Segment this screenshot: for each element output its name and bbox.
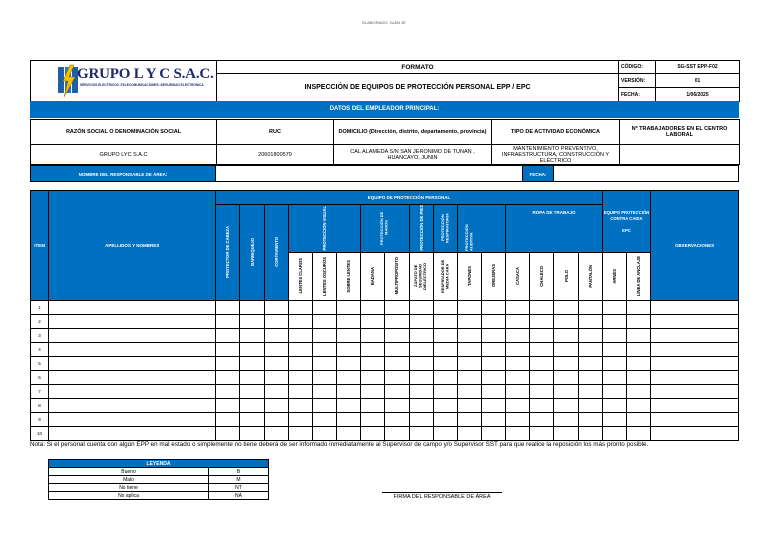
check-cell[interactable] — [578, 329, 602, 343]
check-cell[interactable] — [482, 315, 506, 329]
check-cell[interactable] — [530, 357, 554, 371]
company-name: GRUPO L Y C S.A.C. — [77, 66, 214, 82]
company-tagline: SERVICIOS ELECTRICOS •TELECOMUNICACIONES •SEGURIDAD ELECTRONICA — [80, 83, 204, 87]
check-cell[interactable] — [216, 301, 240, 315]
check-cell[interactable] — [626, 315, 650, 329]
table-row — [31, 315, 739, 329]
check-cell[interactable] — [578, 371, 602, 385]
check-cell[interactable] — [409, 413, 433, 427]
check-cell[interactable] — [626, 385, 650, 399]
check-cell[interactable] — [361, 427, 385, 441]
check-cell[interactable] — [530, 385, 554, 399]
check-cell[interactable] — [264, 413, 288, 427]
check-cell[interactable] — [457, 413, 481, 427]
employer-table — [30, 119, 740, 165]
check-cell[interactable] — [554, 315, 578, 329]
check-cell[interactable] — [216, 343, 240, 357]
check-cell[interactable] — [288, 357, 312, 371]
check-cell[interactable] — [457, 329, 481, 343]
check-cell[interactable] — [626, 301, 650, 315]
name-cell[interactable] — [49, 371, 216, 385]
check-cell[interactable] — [409, 357, 433, 371]
check-cell[interactable] — [482, 371, 506, 385]
table-row — [31, 357, 739, 371]
check-cell[interactable] — [361, 399, 385, 413]
check-cell[interactable] — [578, 301, 602, 315]
check-cell[interactable] — [337, 371, 361, 385]
group-ropa-trabajo: ROPA DE TRABAJO — [532, 210, 576, 215]
check-cell[interactable] — [288, 427, 312, 441]
company-logo — [55, 64, 214, 98]
row-number: 3 — [31, 329, 49, 343]
check-cell[interactable] — [626, 427, 650, 441]
observation-cell[interactable] — [651, 371, 739, 385]
check-cell[interactable] — [312, 357, 336, 371]
check-cell[interactable] — [385, 399, 409, 413]
legend-code: B — [209, 468, 269, 476]
name-cell[interactable] — [49, 301, 216, 315]
legend-label: Bueno — [49, 468, 209, 476]
group-proteccion-respiratoria: PROTECCIÓN RESPIRATORIA — [439, 213, 450, 243]
group-proteccion-visual: PROTECCIÓN VISUAL — [322, 205, 327, 251]
col-chaleco: CHALECO — [539, 265, 545, 287]
check-cell[interactable] — [264, 427, 288, 441]
check-cell[interactable] — [264, 315, 288, 329]
ruc-value[interactable]: 20601800579 — [217, 145, 334, 165]
legend-label: No tiene — [49, 484, 209, 492]
check-cell[interactable] — [337, 343, 361, 357]
observations-header: OBSERVACIONES — [651, 191, 739, 301]
observation-cell[interactable] — [651, 399, 739, 413]
check-cell[interactable] — [409, 371, 433, 385]
check-cell[interactable] — [578, 413, 602, 427]
epc-group-header: EQUIPO PROTECCIÓN CONTRA CAIDA EPC — [602, 191, 650, 253]
check-cell[interactable] — [433, 357, 457, 371]
check-cell[interactable] — [602, 399, 626, 413]
check-cell[interactable] — [240, 385, 264, 399]
row-number: 4 — [31, 343, 49, 357]
domicilio-header: DOMICILIO (Dirección, distrito, departamento, provincia) — [334, 120, 492, 145]
check-cell[interactable] — [530, 329, 554, 343]
check-cell[interactable] — [264, 301, 288, 315]
item-header: ITEM — [31, 191, 49, 301]
row-number: 5 — [31, 357, 49, 371]
legend-table — [48, 459, 269, 500]
check-cell[interactable] — [457, 427, 481, 441]
table-row — [31, 329, 739, 343]
fecha-field[interactable] — [554, 165, 739, 182]
check-cell[interactable] — [506, 329, 530, 343]
check-cell[interactable] — [312, 399, 336, 413]
check-cell[interactable] — [264, 343, 288, 357]
check-cell[interactable] — [240, 427, 264, 441]
check-cell[interactable] — [433, 371, 457, 385]
check-cell[interactable] — [578, 427, 602, 441]
check-cell[interactable] — [385, 413, 409, 427]
col-orejeras: OREJERAS — [491, 264, 497, 288]
check-cell[interactable] — [240, 315, 264, 329]
name-cell[interactable] — [49, 357, 216, 371]
check-cell[interactable] — [240, 357, 264, 371]
check-cell[interactable] — [506, 427, 530, 441]
check-cell[interactable] — [288, 315, 312, 329]
check-cell[interactable] — [506, 315, 530, 329]
check-cell[interactable] — [554, 329, 578, 343]
table-row — [31, 301, 739, 315]
table-row — [31, 385, 739, 399]
check-cell[interactable] — [409, 329, 433, 343]
check-cell[interactable] — [602, 315, 626, 329]
check-cell[interactable] — [506, 301, 530, 315]
check-cell[interactable] — [530, 413, 554, 427]
trabajadores-value[interactable] — [620, 145, 740, 165]
check-cell[interactable] — [337, 357, 361, 371]
check-cell[interactable] — [457, 343, 481, 357]
col-polo: POLO — [563, 270, 569, 282]
check-cell[interactable] — [530, 371, 554, 385]
check-cell[interactable] — [337, 385, 361, 399]
check-cell[interactable] — [482, 399, 506, 413]
check-cell[interactable] — [361, 343, 385, 357]
table-row — [31, 413, 739, 427]
check-cell[interactable] — [385, 343, 409, 357]
check-cell[interactable] — [433, 315, 457, 329]
check-cell[interactable] — [337, 315, 361, 329]
observation-cell[interactable] — [651, 315, 739, 329]
check-cell[interactable] — [626, 371, 650, 385]
table-row — [31, 343, 739, 357]
note-text: Nota: Si el personal cuenta con algún EPP en mal estado o simplemente no tiene deberá de ser informado inmediatamente al Supervisor de campo y/o Supervisor SST para que realice la reposición los más pronto posible. — [30, 441, 649, 448]
check-cell[interactable] — [482, 329, 506, 343]
name-cell[interactable] — [49, 385, 216, 399]
check-cell[interactable] — [385, 427, 409, 441]
check-cell[interactable] — [288, 371, 312, 385]
observation-cell[interactable] — [651, 385, 739, 399]
row-number: 2 — [31, 315, 49, 329]
check-cell[interactable] — [361, 385, 385, 399]
check-cell[interactable] — [240, 399, 264, 413]
check-cell[interactable] — [506, 399, 530, 413]
check-cell[interactable] — [578, 315, 602, 329]
check-cell[interactable] — [482, 427, 506, 441]
check-cell[interactable] — [554, 427, 578, 441]
elaborated-by: ELABORADO: JUAN JE — [362, 20, 406, 25]
name-cell[interactable] — [49, 315, 216, 329]
check-cell[interactable] — [602, 343, 626, 357]
legend-title: LEYENDA — [49, 460, 269, 468]
name-header: APELLIDOS Y NOMBRES — [49, 191, 216, 301]
check-cell[interactable] — [312, 427, 336, 441]
col-barbiquejo: BARBIQUEJO — [249, 238, 255, 266]
check-cell[interactable] — [578, 357, 602, 371]
check-cell[interactable] — [482, 413, 506, 427]
check-cell[interactable] — [457, 357, 481, 371]
epp-inspection-grid — [30, 190, 739, 441]
check-cell[interactable] — [530, 343, 554, 357]
razon-social-value[interactable]: GRUPO LYC S.A.C — [31, 145, 217, 165]
check-cell[interactable] — [626, 399, 650, 413]
ruc-header: RUC — [217, 120, 334, 145]
check-cell[interactable] — [361, 301, 385, 315]
check-cell[interactable] — [385, 371, 409, 385]
check-cell[interactable] — [433, 343, 457, 357]
check-cell[interactable] — [602, 301, 626, 315]
check-cell[interactable] — [457, 301, 481, 315]
employer-section-title: DATOS DEL EMPLEADOR PRINCIPAL: — [30, 101, 739, 118]
version-label: VERSIÓN: — [619, 74, 656, 88]
check-cell[interactable] — [288, 399, 312, 413]
row-number: 1 — [31, 301, 49, 315]
check-cell[interactable] — [530, 427, 554, 441]
col-badana: BADANA — [370, 266, 376, 286]
col-linea-anclaje: LÍNEA DE ANCLAJE — [636, 255, 642, 297]
col-tapones: TAPONES — [466, 266, 472, 286]
col-lentes-oscuros: LENTES OSCUROS — [322, 256, 327, 296]
check-cell[interactable] — [457, 399, 481, 413]
check-cell[interactable] — [385, 385, 409, 399]
check-cell[interactable] — [530, 399, 554, 413]
col-cortaviento: CORTAVIENTO — [273, 237, 279, 267]
check-cell[interactable] — [409, 427, 433, 441]
col-zapato-dielectrico: ZAPATO DE SEGURIDAD DIELÉCTRICO — [413, 262, 428, 290]
check-cell[interactable] — [530, 301, 554, 315]
legend-label: Malo — [49, 476, 209, 484]
check-cell[interactable] — [554, 301, 578, 315]
check-cell[interactable] — [506, 343, 530, 357]
check-cell[interactable] — [433, 399, 457, 413]
check-cell[interactable] — [337, 399, 361, 413]
check-cell[interactable] — [337, 301, 361, 315]
check-cell[interactable] — [240, 301, 264, 315]
check-cell[interactable] — [216, 315, 240, 329]
name-cell[interactable] — [49, 343, 216, 357]
check-cell[interactable] — [482, 385, 506, 399]
check-cell[interactable] — [264, 371, 288, 385]
check-cell[interactable] — [554, 357, 578, 371]
check-cell[interactable] — [554, 413, 578, 427]
check-cell[interactable] — [602, 357, 626, 371]
col-sobre-lentes: SOBRE LENTES — [346, 259, 352, 293]
check-cell[interactable] — [361, 371, 385, 385]
check-cell[interactable] — [337, 427, 361, 441]
responsable-field[interactable] — [216, 165, 523, 182]
check-cell[interactable] — [312, 329, 336, 343]
check-cell[interactable] — [506, 385, 530, 399]
check-cell[interactable] — [312, 343, 336, 357]
group-proteccion-pies: PROTECCIÓN DE PIES — [418, 205, 424, 251]
legend-code: NA — [209, 492, 269, 500]
version-value: 01 — [656, 74, 740, 88]
row-number: 9 — [31, 413, 49, 427]
check-cell[interactable] — [240, 413, 264, 427]
name-cell[interactable] — [49, 427, 216, 441]
check-cell[interactable] — [288, 329, 312, 343]
actividad-header: TIPO DE ACTIVIDAD ECONÓMICA — [492, 120, 620, 145]
check-cell[interactable] — [385, 315, 409, 329]
check-cell[interactable] — [506, 371, 530, 385]
check-cell[interactable] — [361, 357, 385, 371]
check-cell[interactable] — [264, 329, 288, 343]
check-cell[interactable] — [216, 413, 240, 427]
check-cell[interactable] — [216, 357, 240, 371]
col-protector-cabeza: PROTECTOR DE CABEZA — [225, 226, 231, 278]
inspection-rows — [31, 301, 739, 441]
check-cell[interactable] — [457, 315, 481, 329]
check-cell[interactable] — [626, 357, 650, 371]
check-cell[interactable] — [312, 371, 336, 385]
check-cell[interactable] — [288, 301, 312, 315]
check-cell[interactable] — [578, 385, 602, 399]
check-cell[interactable] — [506, 413, 530, 427]
check-cell[interactable] — [361, 315, 385, 329]
actividad-value[interactable]: MANTENIMIENTO PREVENTIVO, INFRAESTRUCTURA, CONSTRUCCIÓN Y ELÉCTRICO — [492, 145, 620, 165]
check-cell[interactable] — [240, 329, 264, 343]
check-cell[interactable] — [409, 343, 433, 357]
check-cell[interactable] — [602, 427, 626, 441]
check-cell[interactable] — [409, 315, 433, 329]
check-cell[interactable] — [554, 385, 578, 399]
observation-cell[interactable] — [651, 357, 739, 371]
check-cell[interactable] — [433, 413, 457, 427]
observation-cell[interactable] — [651, 329, 739, 343]
check-cell[interactable] — [626, 413, 650, 427]
check-cell[interactable] — [385, 329, 409, 343]
group-proteccion-manos: PROTECCIÓN DE MANOS — [379, 211, 389, 245]
check-cell[interactable] — [312, 385, 336, 399]
date-label: FECHA: — [619, 88, 656, 102]
check-cell[interactable] — [530, 315, 554, 329]
check-cell[interactable] — [361, 329, 385, 343]
check-cell[interactable] — [216, 371, 240, 385]
check-cell[interactable] — [554, 343, 578, 357]
col-lentes-claros: LENTES CLAROS — [297, 258, 303, 294]
check-cell[interactable] — [385, 357, 409, 371]
check-cell[interactable] — [602, 385, 626, 399]
check-cell[interactable] — [240, 371, 264, 385]
table-row — [31, 427, 739, 441]
row-number: 10 — [31, 427, 49, 441]
col-multiproposito: MULTIPROPÓSITO — [394, 257, 400, 295]
observation-cell[interactable] — [651, 413, 739, 427]
check-cell[interactable] — [626, 343, 650, 357]
row-number: 8 — [31, 399, 49, 413]
observation-cell[interactable] — [651, 427, 739, 441]
check-cell[interactable] — [409, 385, 433, 399]
check-cell[interactable] — [264, 385, 288, 399]
signature-label: FIRMA DEL RESPONSABLE DE ÁREA — [393, 494, 491, 500]
check-cell[interactable] — [409, 399, 433, 413]
check-cell[interactable] — [337, 329, 361, 343]
check-cell[interactable] — [337, 413, 361, 427]
check-cell[interactable] — [433, 301, 457, 315]
check-cell[interactable] — [578, 343, 602, 357]
check-cell[interactable] — [626, 329, 650, 343]
table-row — [31, 371, 739, 385]
check-cell[interactable] — [288, 413, 312, 427]
name-cell[interactable] — [49, 329, 216, 343]
check-cell[interactable] — [216, 329, 240, 343]
check-cell[interactable] — [264, 399, 288, 413]
col-pantalon: PANTALÓN — [587, 264, 593, 288]
col-respirador: RESPIRADOR DE MEDIA CARA — [439, 259, 450, 293]
format-label: FORMATO — [217, 61, 619, 74]
legend-label: No aplica — [49, 492, 209, 500]
group-proteccion-auditiva: PROTECCIÓN AUDITIVA — [463, 224, 474, 251]
check-cell[interactable] — [482, 301, 506, 315]
name-cell[interactable] — [49, 399, 216, 413]
responsable-label: NOMBRE DEL RESPONSABLE DE ÁREA: — [30, 165, 216, 182]
check-cell[interactable] — [602, 413, 626, 427]
check-cell[interactable] — [240, 343, 264, 357]
signature-line — [382, 492, 502, 493]
check-cell[interactable] — [457, 385, 481, 399]
name-cell[interactable] — [49, 413, 216, 427]
check-cell[interactable] — [433, 385, 457, 399]
check-cell[interactable] — [288, 343, 312, 357]
observation-cell[interactable] — [651, 301, 739, 315]
check-cell[interactable] — [361, 413, 385, 427]
observation-cell[interactable] — [651, 343, 739, 357]
check-cell[interactable] — [554, 371, 578, 385]
table-row — [31, 399, 739, 413]
check-cell[interactable] — [385, 301, 409, 315]
legend-code: M — [209, 476, 269, 484]
razon-social-header: RAZÓN SOCIAL O DENOMINACIÓN SOCIAL — [31, 120, 217, 145]
check-cell[interactable] — [216, 385, 240, 399]
row-number: 6 — [31, 371, 49, 385]
check-cell[interactable] — [457, 371, 481, 385]
col-arnes: ARNÉS — [611, 268, 617, 284]
check-cell[interactable] — [288, 385, 312, 399]
check-cell[interactable] — [312, 301, 336, 315]
fecha-label: FECHA: — [523, 165, 554, 182]
check-cell[interactable] — [312, 413, 336, 427]
col-casaca: CASACA — [515, 267, 521, 285]
check-cell[interactable] — [433, 329, 457, 343]
check-cell[interactable] — [602, 371, 626, 385]
check-cell[interactable] — [312, 315, 336, 329]
check-cell[interactable] — [506, 357, 530, 371]
check-cell[interactable] — [216, 399, 240, 413]
date-value: 1/06/2025 — [656, 88, 740, 102]
check-cell[interactable] — [216, 427, 240, 441]
row-number: 7 — [31, 385, 49, 399]
check-cell[interactable] — [602, 329, 626, 343]
check-cell[interactable] — [578, 399, 602, 413]
check-cell[interactable] — [264, 357, 288, 371]
legend-code: NT — [209, 484, 269, 492]
trabajadores-header: Nº TRABAJADORES EN EL CENTRO LABORAL — [620, 120, 740, 145]
domicilio-value[interactable]: CAL ALAMEDA S/N SAN JERONIMO DE TUNAN , HUANCAYO, JUNIN — [334, 145, 492, 165]
document-title: INSPECCIÓN DE EQUIPOS DE PROTECCIÓN PERSONAL EPP / EPC — [217, 74, 619, 102]
code-value: SG-SST EPP-F02 — [656, 61, 740, 74]
check-cell[interactable] — [482, 357, 506, 371]
epp-group-header: EQUIPO DE PROTECCIÓN PERSONAL — [216, 191, 603, 205]
check-cell[interactable] — [554, 399, 578, 413]
check-cell[interactable] — [482, 343, 506, 357]
check-cell[interactable] — [409, 301, 433, 315]
check-cell[interactable] — [433, 427, 457, 441]
code-label: CÓDIGO: — [619, 61, 656, 74]
